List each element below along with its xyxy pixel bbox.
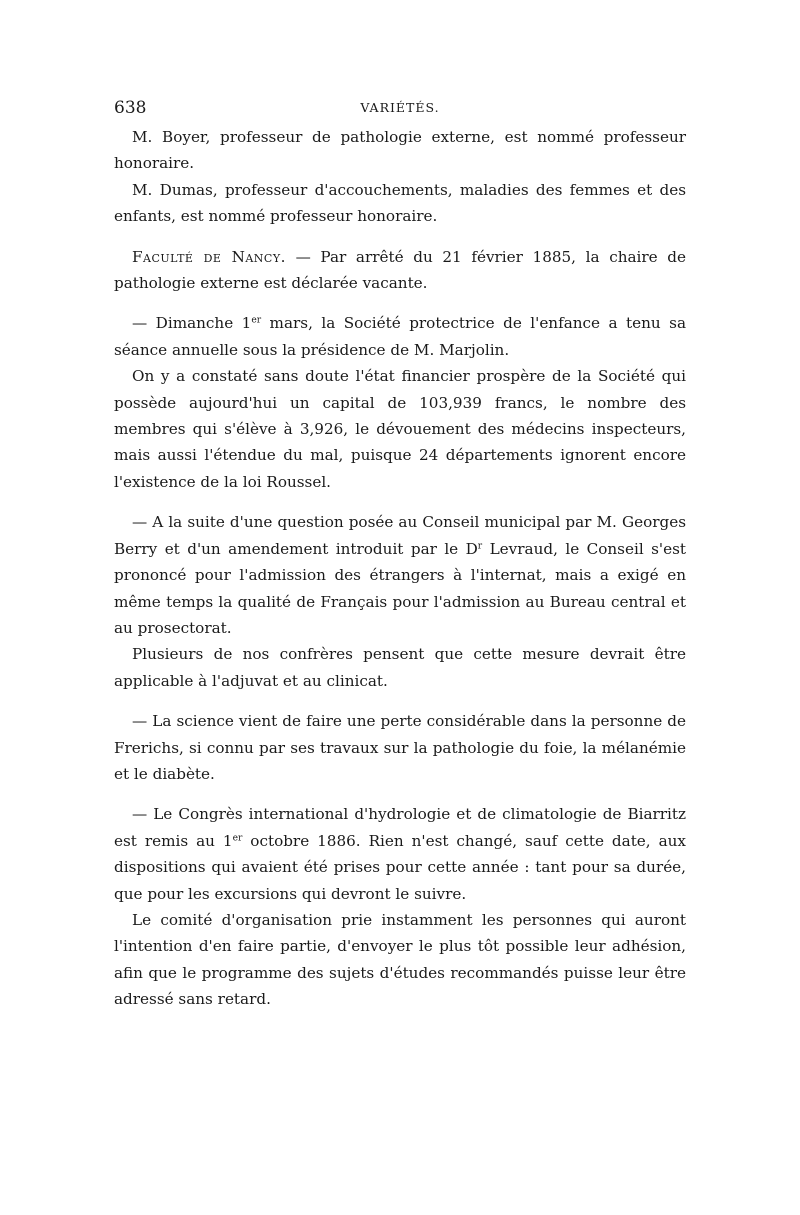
superscript: er [251,315,262,326]
paragraph-conseil-text-a: — A la suite d'une question posée au Conseil municipal par M. Georges Berry et d'un amendement introduit par le D [114,513,686,558]
paragraph-congres-text-b: octobre 1886. Rien n'est changé, sauf cette date, aux dispositions qui avaient été prises pour cette année : tant pour sa durée, que pour les excursions qui devront le suivre. [114,831,686,903]
paragraph-societe-text-a: — Dimanche 1 [132,314,252,333]
paragraph-societe-text-b: mars, la Société protectrice de l'enfance a tenu sa séance annuelle sous la présidence de M. Marjolin. [114,314,686,359]
paragraph-conseil [114,509,686,641]
paragraph-confreres: Plusieurs de nos confrères pensent que cette mesure devrait être applicable à l'adjuvat et au clinicat. [114,645,686,690]
page-number: 638 [114,98,147,118]
paragraph-societe [114,310,686,363]
paragraph-congres [114,801,686,907]
paragraph-boyer: M. Boyer, professeur de pathologie externe, est nommé professeur honoraire. [114,128,686,173]
running-title: VARIÉTÉS. [360,100,440,115]
paragraph-conseil-text-b: Levraud, le Conseil s'est prononcé pour l'admission des étrangers à l'internat, mais a exigé en même temps la qualité de Français pour l'admission au Bureau central et au prosectorat. [114,539,686,637]
faculty-heading: Faculté de Nancy. [132,247,286,266]
page-header [114,98,686,124]
book-page [114,98,686,1013]
paragraph-frerichs: — La science vient de faire une perte considérable dans la personne de Frerichs, si connu par ses travaux sur la pathologie du foie, la mélanémie et le diabète. [114,712,686,783]
paragraph-congres-text-a: — Le Congrès international d'hydrologie et de climatologie de Biarritz est remis au 1 [114,805,686,850]
paragraph-finances: On y a constaté sans doute l'état financier prospère de la Société qui possède aujourd'hui un capital de 103,939 francs, le nombre des membres qui s'élève à 3,926, le dévouement des médecins inspecteurs, mais aussi l'étendue du mal, puisque 24 départements ignorent encore l'existence de la loi Roussel. [114,367,686,491]
paragraph-nancy [114,244,686,297]
paragraph-comite: Le comité d'organisation prie instamment les personnes qui auront l'intention d'en faire partie, d'envoyer le plus tôt possible leur adhésion, afin que le programme des sujets d'études recommandés puisse leur être adressé sans retard. [114,910,686,1009]
paragraph-nancy-text: — Par arrêté du 21 février 1885, la chaire de pathologie externe est déclarée vacante. [114,247,687,293]
superscript: r [477,541,483,552]
article-body [114,124,686,1013]
superscript: er [232,833,243,844]
paragraph-dumas: M. Dumas, professeur d'accouchements, maladies des femmes et des enfants, est nommé professeur honoraire. [114,180,686,226]
